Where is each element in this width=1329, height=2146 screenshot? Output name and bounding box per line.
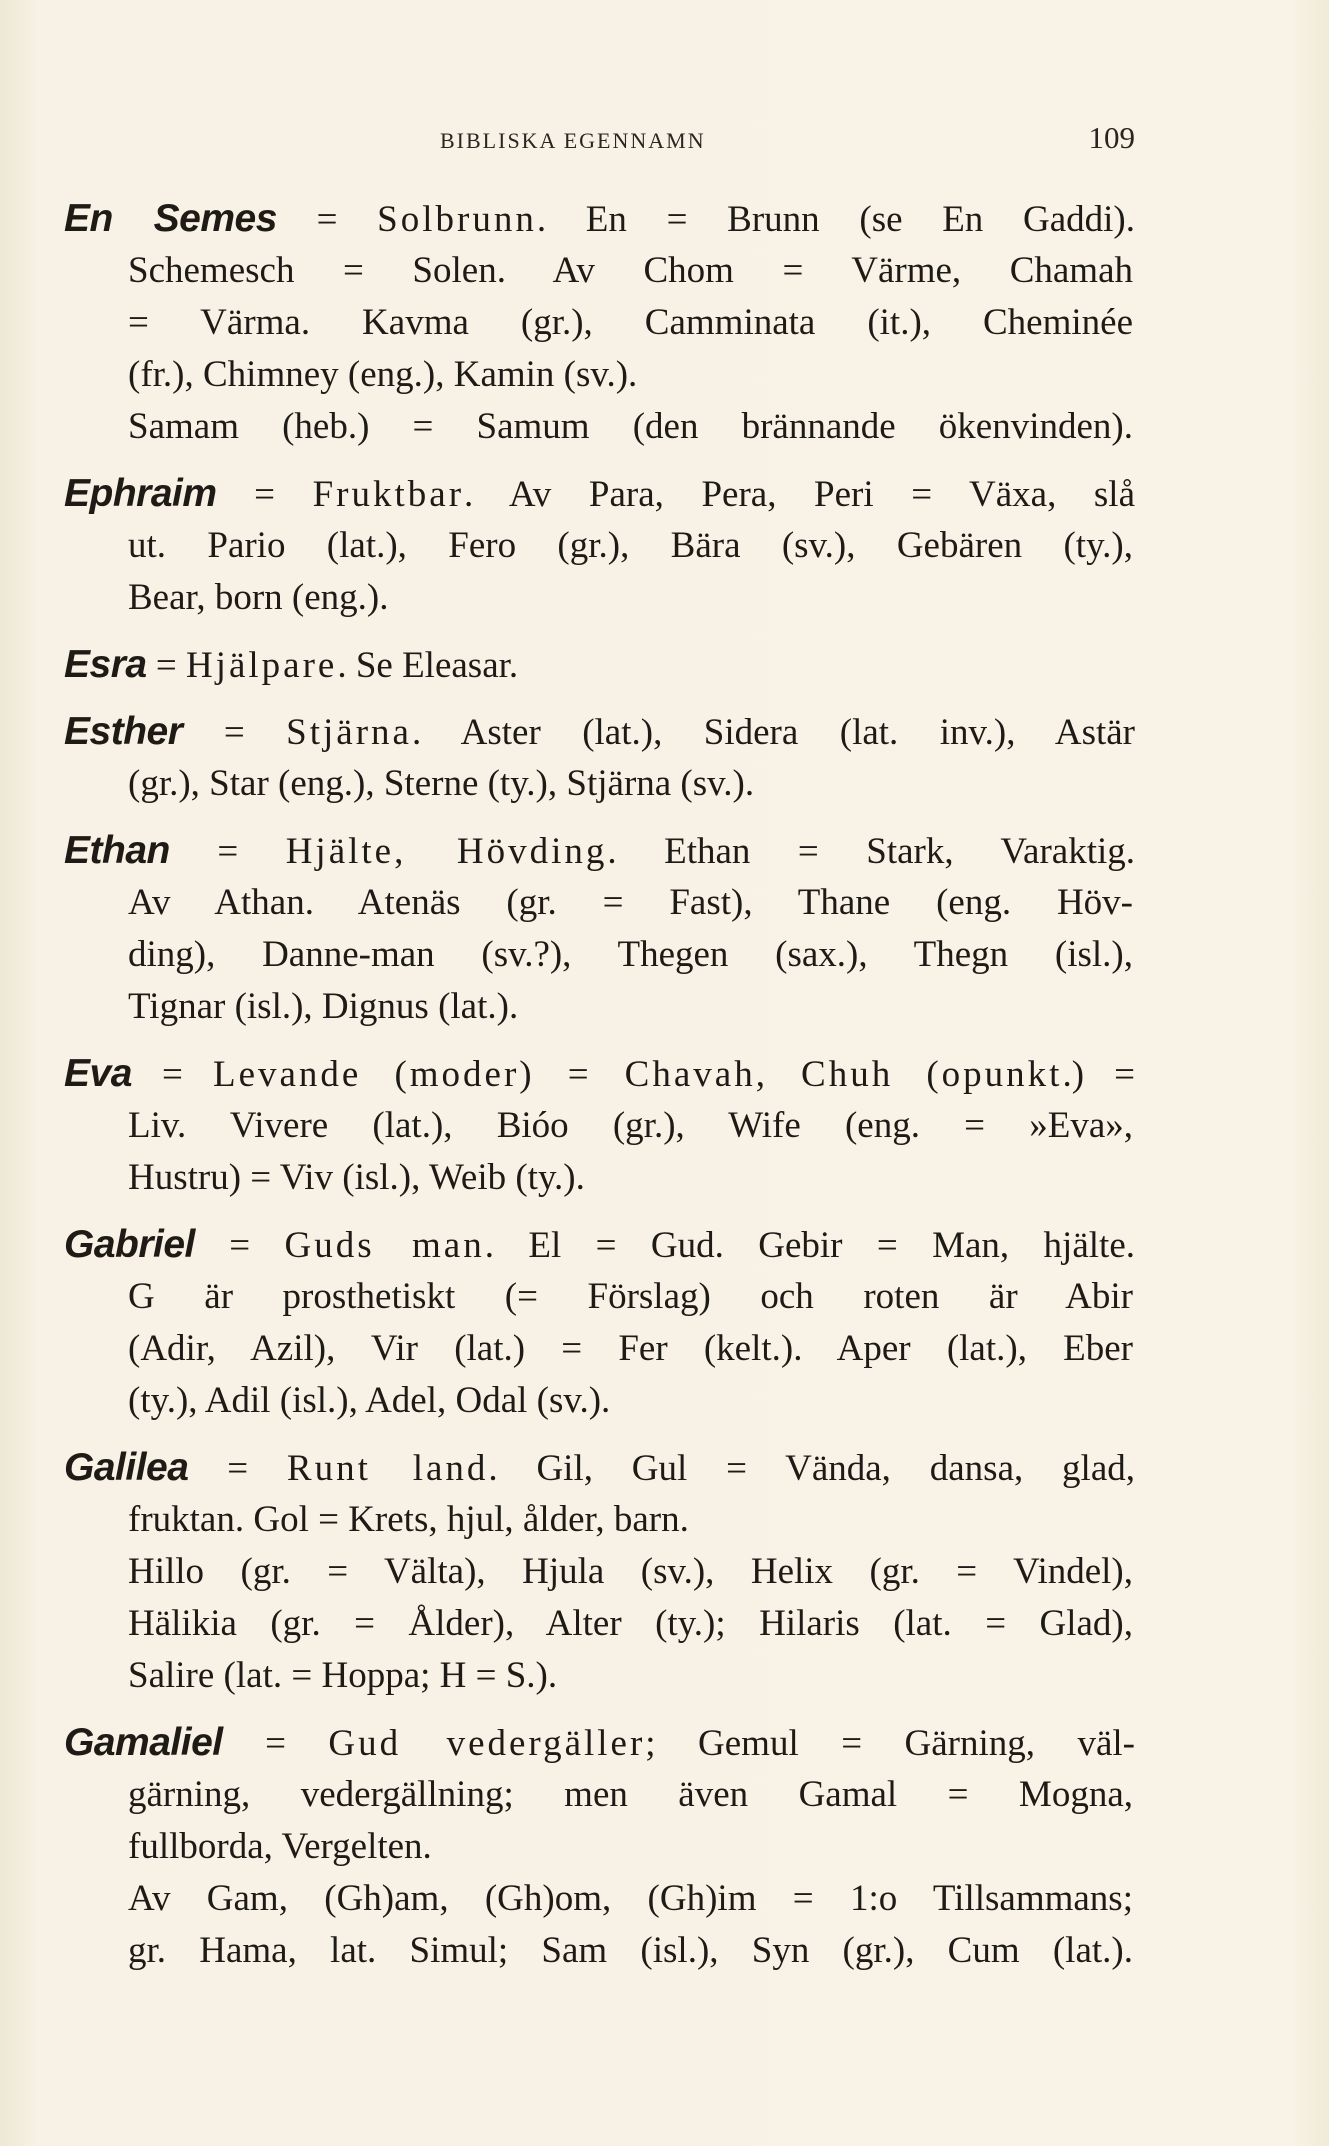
continuation-line: Av Athan. Atenäs (gr. = Fast), Thane (eng. Höv- <box>128 882 1133 923</box>
headword: Eva <box>64 1052 132 1095</box>
continuation-line: Liv. Vivere (lat.), Bióo (gr.), Wife (eng. = »Eva», <box>128 1105 1133 1146</box>
page-number: 109 <box>1088 120 1135 155</box>
continuation-line: Samam (heb.) = Samum (den brännande ökenvinden). <box>128 406 1133 447</box>
continuation-line: gr. Hama, lat. Simul; Sam (isl.), Syn (gr.), Cum (lat.). <box>128 1930 1133 1971</box>
headword: Ephraim <box>64 472 217 515</box>
continuation-line: G är prosthetiskt (= Förslag) och roten är Abir <box>128 1276 1133 1317</box>
definition: = Guds man. El = Gud. Gebir = Man, hjälte. <box>229 1225 1135 1266</box>
entry-gabriel <box>0 1219 1329 1427</box>
continuation-line: = Värma. Kavma (gr.), Camminata (it.), Cheminée <box>128 302 1133 343</box>
continuation-line: Hillo (gr. = Välta), Hjula (sv.), Helix (gr. = Vindel), <box>128 1551 1133 1592</box>
continuation-line: ding), Danne-man (sv.?), Thegen (sax.), Thegn (isl.), <box>128 934 1133 975</box>
continuation-line: Salire (lat. = Hoppa; H = S.). <box>128 1655 558 1696</box>
entry-esra <box>0 639 1329 691</box>
continuation-line: (gr.), Star (eng.), Sterne (ty.), Stjärna (sv.). <box>128 763 755 804</box>
definition: = Fruktbar. Av Para, Pera, Peri = Växa, slå <box>254 474 1135 515</box>
headword: En Semes <box>64 197 277 240</box>
headword: Esther <box>64 710 183 753</box>
headword: Gabriel <box>64 1223 195 1266</box>
entry-ethan <box>0 825 1329 1033</box>
entry-first-line <box>0 1048 1135 1100</box>
continuation-line: Hustru) = Viv (isl.), Weib (ty.). <box>128 1157 585 1198</box>
continuation-line: (Adir, Azil), Vir (lat.) = Fer (kelt.). Aper (lat.), Eber <box>128 1328 1133 1369</box>
entry-eva <box>0 1048 1329 1204</box>
entry-first-line <box>0 1442 1135 1494</box>
definition: = Hjälte, Hövding. Ethan = Stark, Varaktig. <box>217 831 1136 872</box>
definition: = Stjärna. Aster (lat.), Sidera (lat. inv.), Astär <box>223 712 1135 753</box>
definition: = Runt land. Gil, Gul = Vända, dansa, glad, <box>227 1448 1135 1489</box>
entry-ephraim <box>0 468 1329 624</box>
entry-gamaliel <box>0 1717 1329 1977</box>
headword: Galilea <box>64 1446 189 1489</box>
dictionary-entries <box>0 193 1329 1992</box>
continuation-line: gärning, vedergällning; men även Gamal = Mogna, <box>128 1774 1133 1815</box>
definition: = Levande (moder) = Chavah, Chuh (opunkt.) = <box>162 1054 1135 1095</box>
definition: = Hjälpare. Se Eleasar. <box>155 645 519 686</box>
continuation-line: fruktan. Gol = Krets, hjul, ålder, barn. <box>128 1499 689 1540</box>
continuation-line: ut. Pario (lat.), Fero (gr.), Bära (sv.), Gebären (ty.), <box>128 525 1133 566</box>
continuation-line: Bear, born (eng.). <box>128 577 389 618</box>
continuation-line: Av Gam, (Gh)am, (Gh)om, (Gh)im = 1:o Tillsammans; <box>128 1878 1133 1919</box>
continuation-line: Schemesch = Solen. Av Chom = Värme, Chamah <box>128 250 1133 291</box>
entry-en-semes <box>0 193 1329 453</box>
continuation-line: (fr.), Chimney (eng.), Kamin (sv.). <box>128 354 638 395</box>
continuation-line: Tignar (isl.), Dignus (lat.). <box>128 986 519 1027</box>
entry-first-line <box>0 1219 1135 1271</box>
entry-first-line <box>0 468 1135 520</box>
headword: Gamaliel <box>64 1721 223 1764</box>
running-title: BIBLISKA EGENNAMN <box>440 128 706 153</box>
page-header <box>130 120 1135 160</box>
headword: Esra <box>64 643 147 686</box>
continuation-line: (ty.), Adil (isl.), Adel, Odal (sv.). <box>128 1380 611 1421</box>
continuation-line: fullborda, Vergelten. <box>128 1826 432 1867</box>
entry-first-line <box>0 825 1135 877</box>
entry-first-line <box>0 1717 1135 1769</box>
entry-esther <box>0 706 1329 810</box>
headword: Ethan <box>64 829 170 872</box>
entry-first-line <box>0 706 1135 758</box>
entry-first-line <box>0 193 1135 245</box>
definition: = Gud vedergäller; Gemul = Gärning, väl- <box>265 1723 1135 1764</box>
entry-galilea <box>0 1442 1329 1702</box>
entry-first-line <box>0 639 1135 691</box>
continuation-line: Hälikia (gr. = Ålder), Alter (ty.); Hilaris (lat. = Glad), <box>128 1603 1133 1644</box>
definition: = Solbrunn. En = Brunn (se En Gaddi). <box>316 199 1136 240</box>
